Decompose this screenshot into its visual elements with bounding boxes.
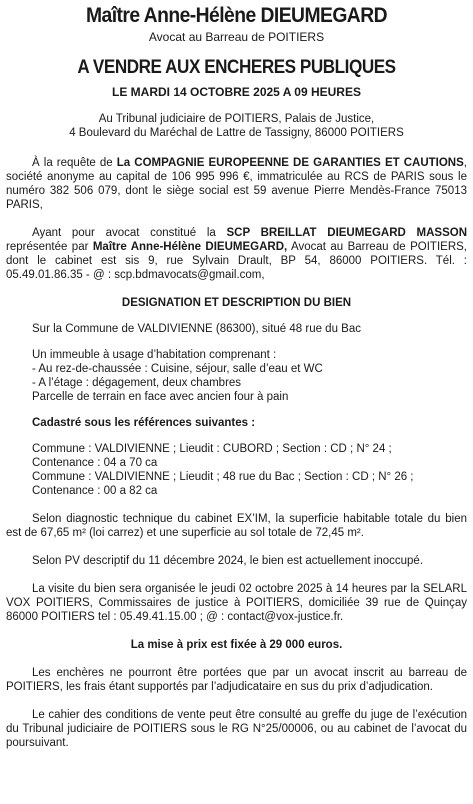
requester-prefix: À la requête de: [32, 157, 117, 169]
cadastre-line: Contenance : 00 a 82 ca: [32, 485, 158, 497]
notice-headline: A VENDRE AUX ENCHERES PUBLIQUES: [77, 57, 396, 78]
auction-venue: [6, 112, 467, 140]
building-line: Un immeuble à usage d’habitation comprenant :: [32, 349, 277, 361]
occupancy-paragraph: Selon PV descriptif du 11 décembre 2024, le bien est actuellement inoccupé.: [32, 555, 424, 567]
counsel-lawyer: Maître Anne-Hélène DIEUMEGARD,: [92, 241, 288, 253]
auction-date: LE MARDI 14 OCTOBRE 2025 A 09 HEURES: [112, 85, 361, 99]
building-description: [6, 348, 467, 404]
reserve-price: La mise à prix est fixée à 29 000 euros.: [130, 639, 343, 651]
building-line: - A l’étage : dégagement, deux chambres: [32, 377, 242, 389]
requester-details: , société anonyme au capital de 106 995 996 €, immatriculée au RCS de PARIS sous le numéro 382 506 079, dont le siège social est 59 avenue Pierre Mendès-France 75013 PARIS,: [6, 157, 467, 211]
cadastre-line: Commune : VALDIVIENNE ; Lieudit ; 48 rue du Bac ; Section : CD ; N° 26 ;: [32, 471, 414, 483]
venue-line-2: 4 Boulevard du Maréchal de Lattre de Tassigny, 86000 POITIERS: [69, 127, 404, 139]
legal-notice-page: [0, 4, 473, 804]
designation-title: DESIGNATION ET DESCRIPTION DU BIEN: [121, 297, 352, 309]
cadastre-line: Contenance : 04 a 70 ca: [32, 457, 158, 469]
lawyer-name: Maître Anne-Hélène DIEUMEGARD: [85, 4, 388, 27]
counsel-firm: SCP BREILLAT DIEUMEGARD MASSON: [226, 227, 467, 239]
building-line: Parcelle de terrain en face avec ancien four à pain: [32, 391, 289, 403]
cadastre-references: [6, 442, 467, 498]
cadastre-line: Commune : VALDIVIENNE ; Lieudit : CUBORD ; Section : CD ; N° 24 ;: [32, 443, 392, 455]
cadastre-title: Cadastré sous les références suivantes :: [32, 417, 256, 429]
venue-line-1: Au Tribunal judiciaire de POITIERS, Palais de Justice,: [98, 113, 375, 125]
bidding-paragraph: Les enchères ne pourront être portées que par un avocat inscrit au barreau de POITIERS, les frais étant supportés par l’adjudicataire en sus du prix d’adjudication.: [6, 667, 467, 693]
visit-paragraph: La visite du bien sera organisée le jeudi 02 octobre 2025 à 14 heures par la SELARL VOX POITIERS, Commissaires de justice à POITIERS, domiciliée 39 rue de Quinçay 86000 POITIERS tel : 05.49.41.15.00 ; @ : contact@vox-justice.fr.: [6, 583, 467, 623]
building-line: - Au rez-de-chaussée : Cuisine, séjour, salle d’eau et WC: [32, 363, 323, 375]
counsel-paragraph: [6, 226, 467, 282]
counsel-mid: représentée par: [6, 241, 93, 253]
counsel-details: Avocat au Barreau de POITIERS, dont le cabinet est sis 9, rue Sylvain Drault, BP 54, 86000 POITIERS. Tél. : 05.49.01.86.35 - @ : scp.bdmavocats@gmail.com,: [6, 241, 467, 281]
counsel-prefix: Ayant pour avocat constitué la: [32, 227, 227, 239]
requester-paragraph: [6, 156, 467, 212]
diagnostic-paragraph: Selon diagnostic technique du cabinet EX’IM, la superficie habitable totale du bien est de 67,65 m² (loi carrez) et une superficie au sol totale de 72,45 m².: [6, 513, 467, 539]
lawyer-role: Avocat au Barreau de POITIERS: [148, 30, 325, 44]
conditions-paragraph: Le cahier des conditions de vente peut être consulté au greffe du juge de l’exécution du Tribunal judiciaire de POITIERS sous le RG N°25/00006, ou au cabinet de l’avocat du poursuivant.: [6, 709, 467, 749]
requester-company: La COMPAGNIE EUROPEENNE DE GARANTIES ET CAUTIONS: [116, 157, 464, 169]
property-location: Sur la Commune de VALDIVIENNE (86300), situé 48 rue du Bac: [32, 323, 361, 335]
